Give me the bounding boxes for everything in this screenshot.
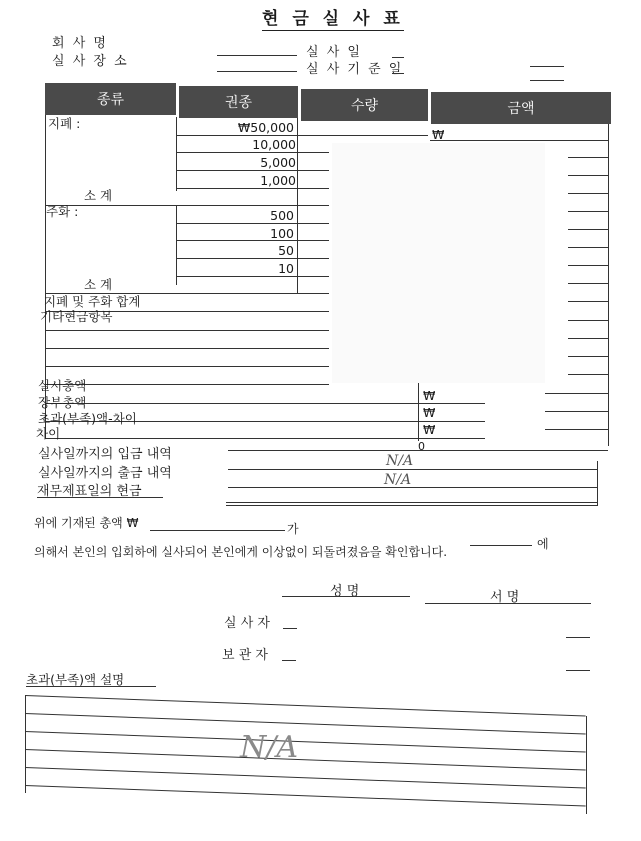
fs-cash-line	[228, 487, 598, 488]
column-header-type: 종류	[45, 83, 176, 115]
row-line	[545, 411, 608, 412]
table-divider	[418, 383, 419, 441]
difference-label: 차이	[36, 426, 61, 441]
explanation-label: 초과(부족)액 설명	[26, 672, 125, 687]
count-location-label: 실 사 장 소	[52, 54, 129, 69]
row-line	[45, 384, 329, 385]
table-divider	[176, 205, 177, 285]
row-line	[176, 188, 329, 189]
explanation-line	[25, 695, 586, 717]
denomination-500: 500	[270, 208, 294, 223]
fs-cash-underline	[37, 497, 163, 498]
row-line	[176, 152, 329, 153]
header-right-line-2	[530, 80, 564, 81]
row-line	[568, 229, 608, 230]
custodian-sign-line[interactable]	[566, 670, 590, 671]
confirmation-line-2: 의해서 본인의 입회하에 실사되어 본인에게 이상없이 되돌려졌음을 확인합니다.	[34, 545, 448, 559]
redacted-area	[332, 143, 545, 383]
explanation-line	[25, 713, 586, 735]
column-header-denomination: 권종	[179, 86, 298, 118]
movements-border-right	[597, 461, 598, 505]
row-line	[176, 223, 329, 224]
signature-name-header: 성 명	[330, 584, 360, 599]
row-line	[45, 330, 329, 331]
notes-label: 지폐 :	[48, 116, 81, 131]
inspector-label: 실 사 자	[224, 616, 270, 631]
fs-cash-double-line-2	[226, 505, 598, 506]
denomination-50: 50	[278, 243, 294, 258]
excess-shortage-label: 초과(부족)액-차이	[38, 411, 137, 426]
table-border-right	[608, 124, 609, 446]
row-line	[176, 135, 428, 136]
row-line	[430, 140, 608, 141]
row-line	[45, 438, 485, 439]
coins-subtotal-label: 소 계	[84, 277, 113, 292]
table-divider	[176, 117, 177, 191]
amount-won-sign: ₩	[432, 127, 445, 142]
row-line	[45, 366, 329, 367]
row-line	[176, 276, 329, 277]
custodian-label: 보 관 자	[222, 648, 268, 663]
explanation-line	[25, 785, 586, 807]
explanation-line	[25, 731, 586, 753]
row-line	[545, 429, 608, 430]
company-name-label: 회 사 명	[52, 36, 108, 51]
count-base-date-field[interactable]	[392, 73, 404, 74]
explanation-label-underline	[26, 686, 156, 687]
denomination-5000: 5,000	[260, 155, 296, 170]
fs-cash-double-line-1	[226, 502, 598, 503]
table-divider	[297, 118, 298, 294]
row-line	[568, 211, 608, 212]
row-line	[568, 193, 608, 194]
confirmation-line-1-suffix: 에	[537, 537, 549, 551]
count-date-label: 실 사 일	[306, 45, 362, 60]
withdrawal-history-label: 실사일까지의 출금 내역	[38, 466, 172, 481]
row-line	[545, 393, 608, 394]
explanation-value: N/A	[240, 730, 299, 765]
count-date-field[interactable]	[392, 57, 404, 58]
fs-date-cash-label: 재무제표일의 현금	[37, 484, 142, 499]
row-line	[45, 205, 329, 206]
row-line	[45, 403, 485, 404]
difference-zero: 0	[418, 440, 425, 453]
company-name-field[interactable]	[217, 55, 297, 56]
deposit-history-label: 실사일까지의 입금 내역	[38, 447, 172, 462]
book-total-label: 장부총액	[38, 395, 87, 410]
denomination-1000: 1,000	[260, 173, 296, 188]
denomination-100: 100	[270, 226, 294, 241]
confirmation-amount-line	[150, 530, 285, 531]
row-line	[568, 283, 608, 284]
denomination-10: 10	[278, 261, 294, 276]
column-header-quantity: 수량	[301, 89, 428, 121]
confirmation-line-1: 위에 기재된 총액 ₩	[34, 516, 139, 530]
denomination-10000: 10,000	[252, 137, 296, 152]
excess-won: ₩	[423, 422, 436, 437]
column-header-amount: 금액	[431, 92, 611, 124]
deposit-line	[228, 450, 608, 451]
page-title: 현 금 실 사 표	[262, 4, 404, 31]
row-line	[176, 258, 329, 259]
count-location-field[interactable]	[217, 71, 297, 72]
actual-total-label: 실시총액	[38, 378, 87, 393]
explanation-border-right	[586, 716, 587, 814]
row-line	[568, 320, 608, 321]
notes-subtotal-label: 소 계	[84, 188, 113, 203]
signature-header-line	[282, 596, 410, 597]
denomination-50000: ₩50,000	[237, 120, 294, 135]
row-line	[45, 348, 329, 349]
explanation-line	[25, 749, 586, 771]
confirmation-right-line	[470, 545, 532, 546]
row-line	[568, 157, 608, 158]
row-line	[568, 175, 608, 176]
row-line	[176, 170, 329, 171]
book-total-won: ₩	[423, 405, 436, 420]
row-line	[568, 374, 608, 375]
explanation-border-left	[25, 695, 26, 793]
custodian-line[interactable]	[282, 660, 296, 661]
explanation-line	[25, 767, 586, 789]
withdraw-line	[228, 469, 598, 470]
header-right-line	[530, 66, 564, 67]
row-line	[568, 338, 608, 339]
row-line	[568, 265, 608, 266]
withdraw-value: N/A	[384, 472, 412, 488]
signature-sign-header: 서 명	[490, 590, 520, 605]
inspector-sign-line[interactable]	[566, 637, 590, 638]
deposit-value: N/A	[386, 453, 414, 469]
confirmation-line-1-mid: 가	[287, 522, 299, 536]
row-line	[568, 247, 608, 248]
count-base-date-label: 실 사 기 준 일	[306, 62, 404, 77]
row-line	[568, 356, 608, 357]
coins-label: 주화 :	[46, 204, 79, 219]
other-cash-items-label: 기타현금항목	[40, 309, 113, 324]
notes-coins-total-label: 지폐 및 주화 합계	[44, 294, 141, 309]
actual-total-won: ₩	[423, 388, 436, 403]
signature-header-line-2	[425, 603, 591, 604]
inspector-line[interactable]	[283, 628, 297, 629]
row-line	[568, 301, 608, 302]
